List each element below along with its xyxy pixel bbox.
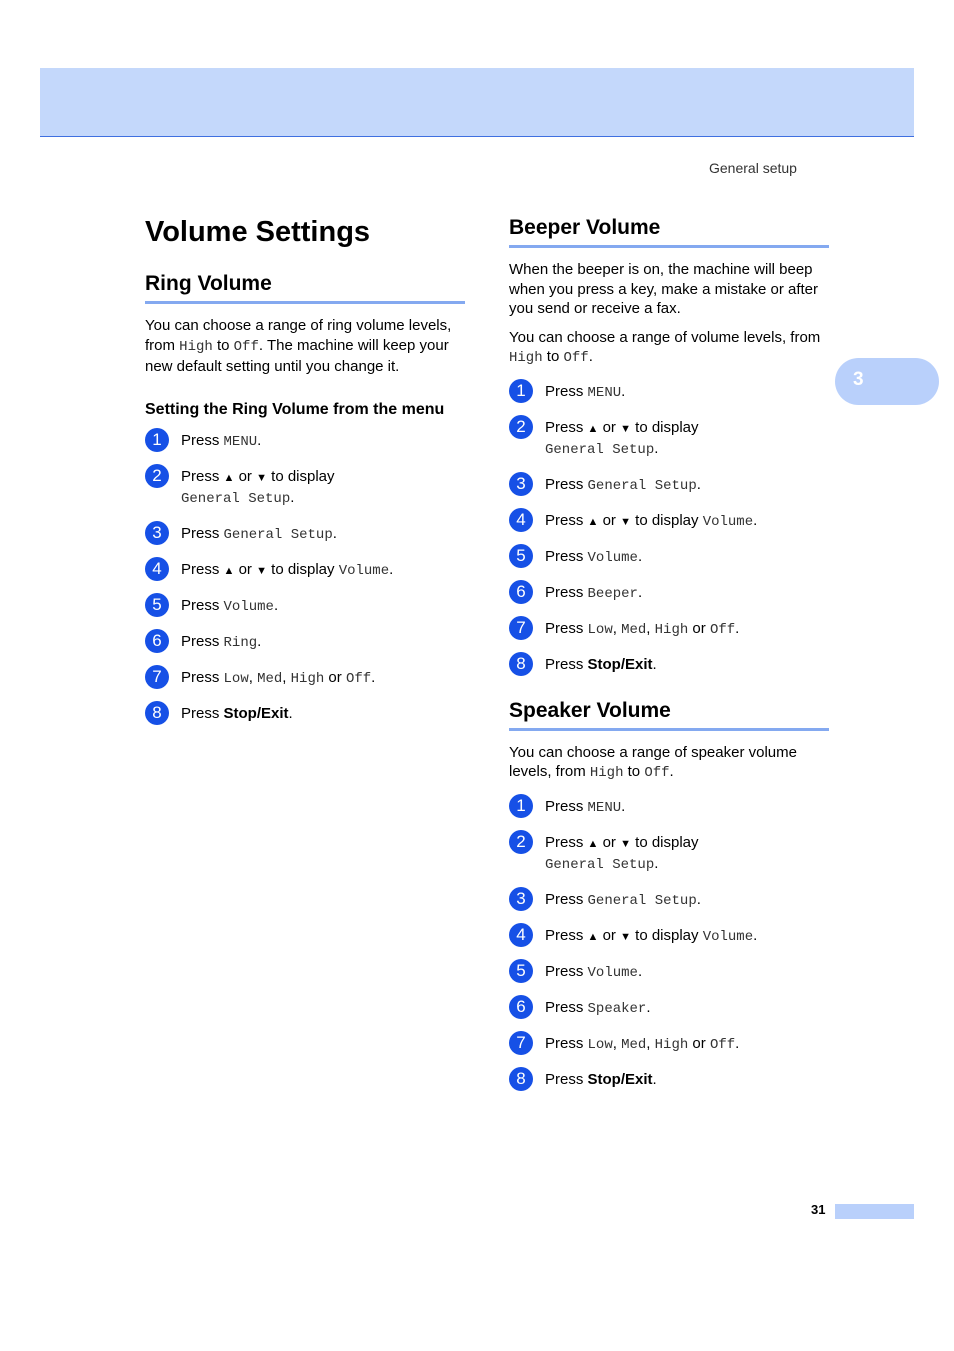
- up-arrow-icon: ▲: [223, 471, 235, 484]
- up-arrow-icon: ▲: [587, 837, 599, 850]
- step-number: 3: [145, 521, 169, 545]
- step: 1 Press MENU.: [509, 797, 829, 818]
- beeper-volume-heading: Beeper Volume: [509, 214, 829, 248]
- step: 4 Press ▲ or ▼ to display Volume.: [509, 926, 829, 947]
- step-number: 7: [509, 616, 533, 640]
- step-number: 6: [145, 629, 169, 653]
- step: 3 Press General Setup.: [509, 475, 829, 496]
- step-number: 1: [509, 379, 533, 403]
- section-header: General setup: [709, 160, 797, 176]
- right-column: [509, 214, 829, 1105]
- step: 7 Press Low, Med, High or Off.: [509, 619, 829, 640]
- step: 4 Press ▲ or ▼ to display Volume.: [509, 511, 829, 532]
- beeper-range: You can choose a range of volume levels, from High to Off.: [509, 328, 821, 366]
- page-title: Volume Settings: [145, 216, 371, 248]
- step: 2 Press ▲ or ▼ to display General Setup.: [145, 467, 465, 509]
- step-number: 8: [145, 701, 169, 725]
- step: 3 Press General Setup.: [145, 524, 465, 545]
- down-arrow-icon: ▼: [620, 422, 631, 435]
- step-number: 3: [509, 887, 533, 911]
- beeper-steps: [509, 382, 829, 675]
- step-number: 5: [509, 959, 533, 983]
- ring-volume-heading: Ring Volume: [145, 270, 465, 304]
- step-number: 6: [509, 995, 533, 1019]
- step: 6 Press Ring.: [145, 632, 465, 653]
- step: 5 Press Volume.: [145, 596, 465, 617]
- ring-menu-subheading: Setting the Ring Volume from the menu: [145, 400, 445, 418]
- step-number: 8: [509, 652, 533, 676]
- step: 5 Press Volume.: [509, 547, 829, 568]
- left-column: [145, 214, 465, 739]
- step-number: 7: [145, 665, 169, 689]
- step: 7 Press Low, Med, High or Off.: [509, 1034, 829, 1055]
- step-number: 7: [509, 1031, 533, 1055]
- up-arrow-icon: ▲: [587, 422, 599, 435]
- footer-bar: [835, 1204, 914, 1219]
- speaker-intro: You can choose a range of speaker volume levels, from High to Off.: [509, 743, 797, 781]
- header-band: [40, 68, 914, 137]
- step: 6 Press Beeper.: [509, 583, 829, 604]
- step: 4 Press ▲ or ▼ to display Volume.: [145, 560, 465, 581]
- down-arrow-icon: ▼: [620, 837, 631, 850]
- step-number: 5: [145, 593, 169, 617]
- step: 2 Press ▲ or ▼ to display General Setup.: [509, 833, 829, 875]
- step: 1 Press MENU.: [145, 431, 465, 452]
- chapter-tab: 3: [835, 358, 939, 405]
- step-number: 5: [509, 544, 533, 568]
- speaker-volume-heading: Speaker Volume: [509, 697, 829, 731]
- step: 3 Press General Setup.: [509, 890, 829, 911]
- down-arrow-icon: ▼: [620, 930, 631, 943]
- speaker-steps: [509, 797, 829, 1090]
- down-arrow-icon: ▼: [620, 515, 631, 528]
- step-number: 4: [509, 923, 533, 947]
- step-number: 2: [509, 830, 533, 854]
- ring-steps: [145, 431, 465, 724]
- down-arrow-icon: ▼: [256, 564, 267, 577]
- up-arrow-icon: ▲: [587, 930, 599, 943]
- step-number: 8: [509, 1067, 533, 1091]
- step-number: 3: [509, 472, 533, 496]
- step: 8 Press Stop/Exit.: [509, 1070, 829, 1090]
- step: 8 Press Stop/Exit.: [145, 704, 465, 724]
- page-number: 31: [811, 1202, 826, 1217]
- step-number: 1: [145, 428, 169, 452]
- step-number: 2: [509, 415, 533, 439]
- up-arrow-icon: ▲: [223, 564, 235, 577]
- step-number: 4: [509, 508, 533, 532]
- step: 1 Press MENU.: [509, 382, 829, 403]
- step: 2 Press ▲ or ▼ to display General Setup.: [509, 418, 829, 460]
- step: 6 Press Speaker.: [509, 998, 829, 1019]
- step-number: 4: [145, 557, 169, 581]
- down-arrow-icon: ▼: [256, 471, 267, 484]
- step: 7 Press Low, Med, High or Off.: [145, 668, 465, 689]
- ring-volume-intro: You can choose a range of ring volume levels, from High to Off. The machine will keep your new default setting until you change it.: [145, 317, 452, 375]
- step: 8 Press Stop/Exit.: [509, 655, 829, 675]
- step-number: 2: [145, 464, 169, 488]
- beeper-intro: When the beeper is on, the machine will beep when you press a key, make a mistake or after you send or receive a fax.: [509, 261, 819, 317]
- step: 5 Press Volume.: [509, 962, 829, 983]
- step-number: 1: [509, 794, 533, 818]
- up-arrow-icon: ▲: [587, 515, 599, 528]
- step-number: 6: [509, 580, 533, 604]
